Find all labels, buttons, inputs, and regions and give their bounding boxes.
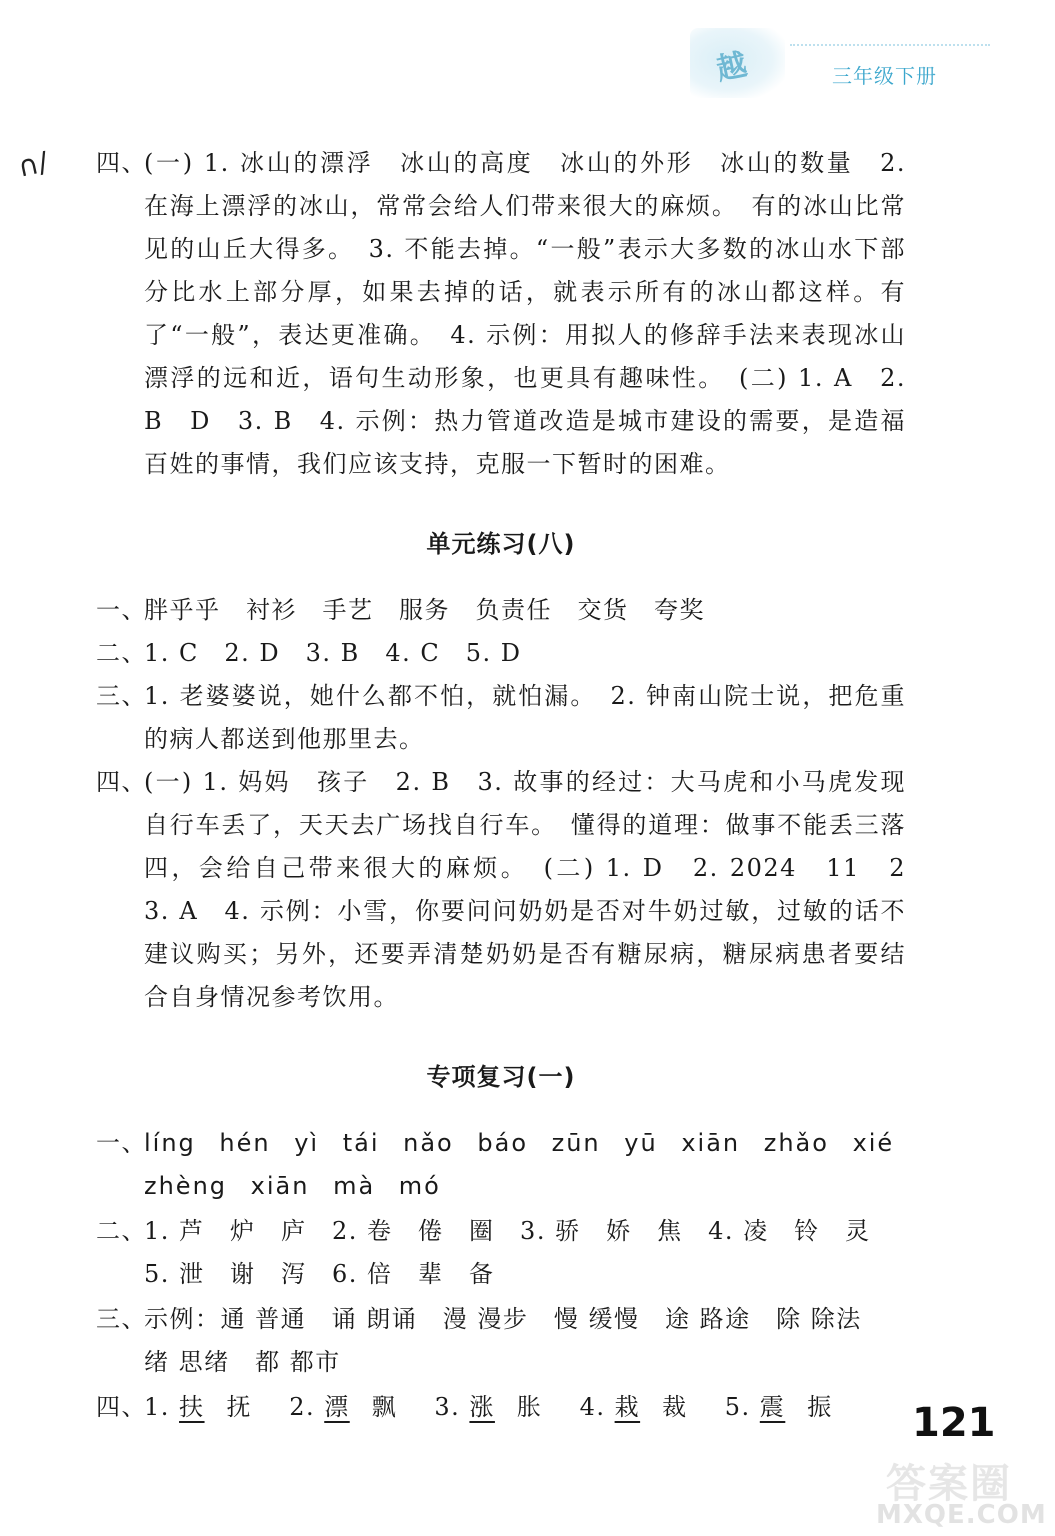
- review1-item-1: [96, 1122, 906, 1208]
- review1-item-3: [96, 1298, 906, 1384]
- item-text: (一) 1. 妈妈 孩子 2. B 3. 故事的经过：大马虎和小马虎发现自行车丢了，天天去广场找自行车。 懂得的道理：做事不能丢三落四，会给自己带来很大的麻烦。 (二) 1. D 2. 2024 11 2 3. A 4. 示例：小雪，你要问问奶奶是否对牛奶过敏，过敏的话不建议购买；另外，还要弄清楚奶奶是否有糖尿病，糖尿病患者要结合自身情况参考饮用。: [144, 768, 932, 1011]
- item-lead: 三、: [96, 682, 147, 710]
- underlined-char: 漂: [324, 1393, 350, 1421]
- unit8-item-3: [96, 675, 906, 761]
- review1-item-4: [96, 1386, 906, 1429]
- item-text: 胖乎乎 衬衫 手艺 服务 负责任 交货 夸奖: [144, 596, 705, 624]
- watermark: [840, 1452, 1047, 1530]
- watermark-text-bottom: MXQE.COM: [876, 1500, 1047, 1530]
- page-number: 121: [912, 1400, 996, 1446]
- pair-number: 3.: [434, 1393, 461, 1421]
- margin-mark: ∩/: [14, 145, 51, 184]
- watermark-text-top: 答案圈: [886, 1461, 1012, 1507]
- pair-char: 胀: [516, 1393, 543, 1421]
- section-title-unit8: 单元练习(八): [426, 530, 576, 558]
- word-pair: [725, 1386, 833, 1429]
- item-text: 1. C 2. D 3. B 4. C 5. D: [144, 639, 522, 667]
- item-text: 1. 老婆婆说，她什么都不怕，就怕漏。 2. 钟南山院士说，把危重的病人都送到他那里去。: [144, 682, 906, 753]
- item-line-1: 1. 芦 炉 庐 2. 卷 倦 圈 3. 骄 娇 焦 4. 凌 铃 灵: [144, 1217, 871, 1245]
- answer-content: [96, 142, 932, 1429]
- unit8-item-4: [96, 761, 932, 1019]
- item-lead: 三、: [96, 1305, 147, 1333]
- top-answer-block: [96, 142, 906, 486]
- pair-char: 裁: [662, 1393, 688, 1421]
- item-lead: 四、: [96, 149, 147, 177]
- unit8-item-1: [96, 589, 906, 632]
- item-line-1: 示例：通 普通 诵 朗诵 漫 漫步 慢 缓慢 途 路途 除 除法: [144, 1305, 862, 1333]
- pinyin-line-1: líng hén yì tái nǎo báo zūn yū xiān zhǎo xié: [144, 1129, 895, 1157]
- logo-char: 越: [713, 47, 751, 88]
- item-text: (一) 1. 冰山的漂浮 冰山的高度 冰山的外形 冰山的数量 2. 在海上漂浮的冰山，常常会给人们带来很大的麻烦。 有的冰山比常见的山丘大得多。 3. 不能去掉。“一般”表示大多数的冰山水下部分比水上部分厚，如果去掉的话，就表示所有的冰山都这样。有了“一般”，表达更准确。 4. 示例：用拟人的修辞手法来表现冰山漂浮的远和近，语句生动形象，也更具有趣味性。 (二) 1. A 2. B D 3. B 4. 示例：热力管道改造是城市建设的需要，是造福百姓的事情，我们应该支持，克服一下暂时的困难。: [144, 149, 906, 478]
- item-lead: 二、: [96, 639, 147, 667]
- item-line-2: 5. 泄 谢 泻 6. 倍 辈 备: [144, 1260, 495, 1288]
- underlined-char: 震: [759, 1393, 786, 1421]
- review1-item-2: [96, 1210, 906, 1296]
- pair-number: 1.: [144, 1393, 170, 1421]
- underlined-char: 扶: [179, 1393, 205, 1421]
- unit8-item-2: [96, 632, 906, 675]
- item-lead: 四、: [96, 1393, 147, 1421]
- item-lead: 一、: [96, 1129, 147, 1157]
- word-pair: [434, 1386, 542, 1429]
- pair-char: 飘: [371, 1393, 398, 1421]
- underlined-char: 栽: [614, 1393, 641, 1421]
- pinyin-line-2: zhèng xiān mà mó: [144, 1172, 441, 1200]
- pair-char: 振: [807, 1393, 833, 1421]
- item-lead: 二、: [96, 1217, 147, 1245]
- pair-number: 4.: [579, 1393, 606, 1421]
- item-lead: 一、: [96, 596, 147, 624]
- header-rule: [790, 44, 990, 46]
- pair-number: 2.: [289, 1393, 316, 1421]
- pair-number: 5.: [724, 1393, 751, 1421]
- grade-label: 三年级下册: [832, 64, 937, 88]
- underlined-char: 涨: [469, 1393, 495, 1421]
- section-title-review1: 专项复习(一): [426, 1063, 576, 1091]
- word-pair: [144, 1386, 252, 1429]
- word-pair: [580, 1386, 688, 1429]
- item-line-2: 绪 思绪 都 都市: [144, 1348, 341, 1376]
- pair-char: 抚: [226, 1393, 253, 1421]
- header-logo: [690, 28, 785, 98]
- word-pair: [289, 1386, 397, 1429]
- item-lead: 四、: [96, 768, 147, 796]
